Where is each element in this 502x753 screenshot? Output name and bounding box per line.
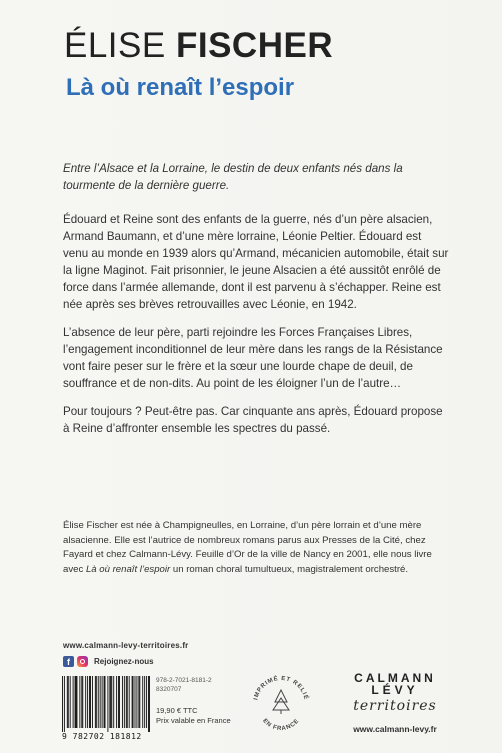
book-title: Là où renaît l’espoir [66, 74, 295, 101]
blurb-paragraph-3: Pour toujours ? Peut-être pas. Car cinquante ans après, Édouard propose à Reine d’affronter ensemble les spectres du passé. [63, 405, 443, 435]
bio-book-title: Là où renaît l’espoir [85, 563, 171, 575]
author-last-name: FISCHER [175, 26, 334, 65]
barcode-bar [104, 676, 105, 728]
barcode-bar [64, 676, 65, 732]
barcode-bar [149, 676, 150, 732]
publisher-url[interactable]: www.calmann-levy.fr [353, 724, 437, 734]
barcode-bar [68, 676, 69, 728]
barcode-bar [87, 676, 88, 728]
barcode-bar [127, 676, 128, 728]
eco-stamp-icon [247, 668, 315, 736]
publisher-name-2: LÉVY [371, 683, 419, 697]
barcode-bar [77, 676, 78, 728]
barcode-bar [139, 676, 140, 728]
facebook-icon[interactable]: f [63, 656, 74, 667]
product-code: 8320707 [156, 686, 182, 693]
barcode-bar [90, 676, 91, 728]
barcode-bar [62, 676, 63, 732]
barcode-bar [105, 676, 106, 728]
barcode-bar [95, 676, 96, 728]
blurb-body [63, 211, 449, 448]
tagline: Entre l’Alsace et la Lorraine, le destin de deux enfants nés dans la tourmente de la dernière guerre. [63, 162, 403, 192]
price-note: Prix valable en France [156, 716, 231, 725]
barcode-bar [76, 676, 77, 728]
social-links [63, 656, 154, 667]
barcode-bar [146, 676, 147, 728]
author-name [64, 26, 333, 66]
barcode-bars [62, 676, 150, 732]
bio-text-after: un roman choral tumultueux, magistralement orchestré. [170, 563, 409, 575]
barcode-bar [109, 676, 110, 728]
social-label: Rejoignez-nous [94, 657, 154, 666]
barcode-bar [110, 676, 111, 728]
blurb-paragraph-2: L’absence de leur père, parti rejoindre les Forces Françaises Libres, l’engagement inconditionnel de leur mère dans les rangs de la Résistance vont faire peser sur le frère et la sœur une lourde chape de deuil, de souffrance et de non-dits. Au point de les éloigner l’un de l’autre… [63, 326, 443, 390]
price: 19,90 € TTC [156, 706, 198, 715]
barcode-bar [142, 676, 143, 728]
instagram-icon[interactable] [77, 656, 88, 667]
author-first-name: ÉLISE [64, 26, 166, 65]
publisher-name-1: CALMANN [354, 671, 436, 685]
barcode-bar [133, 676, 134, 728]
barcode-bar [148, 676, 149, 732]
svg-text:IMPRIMÉ ET RELIÉ [253, 674, 310, 701]
barcode-bar [67, 676, 68, 728]
bio-text-before: Élise Fischer est née à Champigneulles, en Lorraine, d’un père lorrain et d’une mère alsacienne. Elle est l’autrice de nombreux romans parus aux Presses de la Cité, chez Fayard et chez Calmann-Lévy. Feuille d’Or de la ville de Nancy en 2001, elle nous livre avec [63, 520, 432, 575]
barcode-bar [138, 676, 139, 728]
isbn-block [156, 676, 212, 694]
barcode-bar [85, 676, 86, 728]
publisher-collection: territoires [353, 698, 437, 714]
barcode-bar [132, 676, 133, 728]
barcode-bar [107, 676, 108, 732]
barcode-bar [98, 676, 99, 728]
barcode-bar [136, 676, 137, 728]
barcode-bar [119, 676, 120, 728]
barcode-digits: 9 782702 181812 [62, 732, 142, 741]
barcode-bar [96, 676, 97, 728]
author-bio [63, 519, 443, 577]
barcode-bar [79, 676, 80, 728]
barcode-bar [73, 676, 74, 728]
publisher-logo [330, 671, 460, 734]
barcode-bar [116, 676, 117, 728]
website-link[interactable]: www.calmann-levy-territoires.fr [63, 641, 189, 650]
barcode-bar [89, 676, 90, 728]
barcode-bar [81, 676, 82, 728]
barcode-bar [82, 676, 83, 728]
barcode-bar [135, 676, 136, 728]
isbn-number: 978-2-7021-8181-2 [156, 677, 212, 684]
stamp-top-text: IMPRIMÉ ET RELIÉ [253, 675, 309, 701]
barcode-bar [100, 676, 101, 728]
svg-text:EN FRANCE [261, 718, 300, 732]
barcode-bar [144, 676, 145, 728]
barcode-bar [92, 676, 93, 728]
barcode-bar [111, 676, 112, 728]
barcode-bar [113, 676, 114, 728]
barcode-bar [122, 676, 123, 728]
barcode-bar [102, 676, 103, 728]
barcode-bar [118, 676, 119, 728]
stamp-bottom-text: EN FRANCE [261, 717, 301, 733]
blurb-paragraph-1: Édouard et Reine sont des enfants de la guerre, nés d’un père alsacien, Armand Baumann, et d’une mère lorraine, Léonie Peltier. Édouard est venu au monde en 1939 alors qu’Armand, mécanicien automobile, était sur la ligne Maginot. Fait prisonnier, le jeune Alsacien a été aussitôt enrôlé de force dans l’armée allemande, dont il est parvenu à s’échapper. Reine est née après ses brèves retrouvailles avec Léonie, en 1942. [63, 213, 449, 311]
barcode [62, 676, 150, 740]
price-block [156, 706, 231, 726]
barcode-bar [70, 676, 71, 728]
barcode-bar [129, 676, 130, 728]
barcode-bar [124, 676, 125, 728]
barcode-bar [126, 676, 127, 728]
barcode-bar [75, 676, 76, 728]
